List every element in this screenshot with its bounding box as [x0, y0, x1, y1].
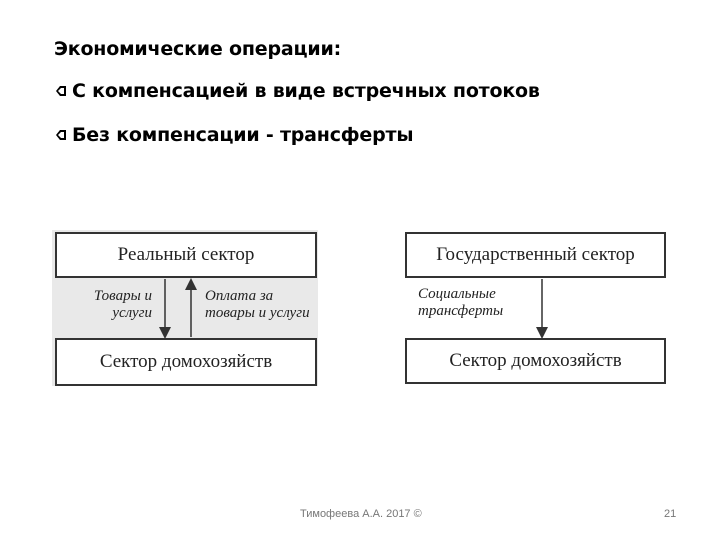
page-number: 21 [664, 508, 677, 520]
footer-author: Тимофеева А.А. 2017 © [300, 508, 422, 520]
households-label-right: Сектор домохозяйств [449, 350, 622, 371]
bullet-text: Без компенсации - трансферты [72, 124, 414, 146]
government-sector-label: Государственный сектор [436, 244, 635, 265]
payment-label: Оплата за товары и услуги [205, 288, 310, 321]
slide-title: Экономические операции: [54, 38, 342, 60]
bullet-text: С компенсацией в виде встречных потоков [72, 80, 540, 102]
households-label-left: Сектор домохозяйств [99, 351, 273, 372]
real-sector-label: Реальный сектор [117, 244, 255, 265]
social-transfers-label: Социальные трансферты [418, 286, 504, 319]
goods-services-label: Товары и услуги [93, 288, 152, 321]
